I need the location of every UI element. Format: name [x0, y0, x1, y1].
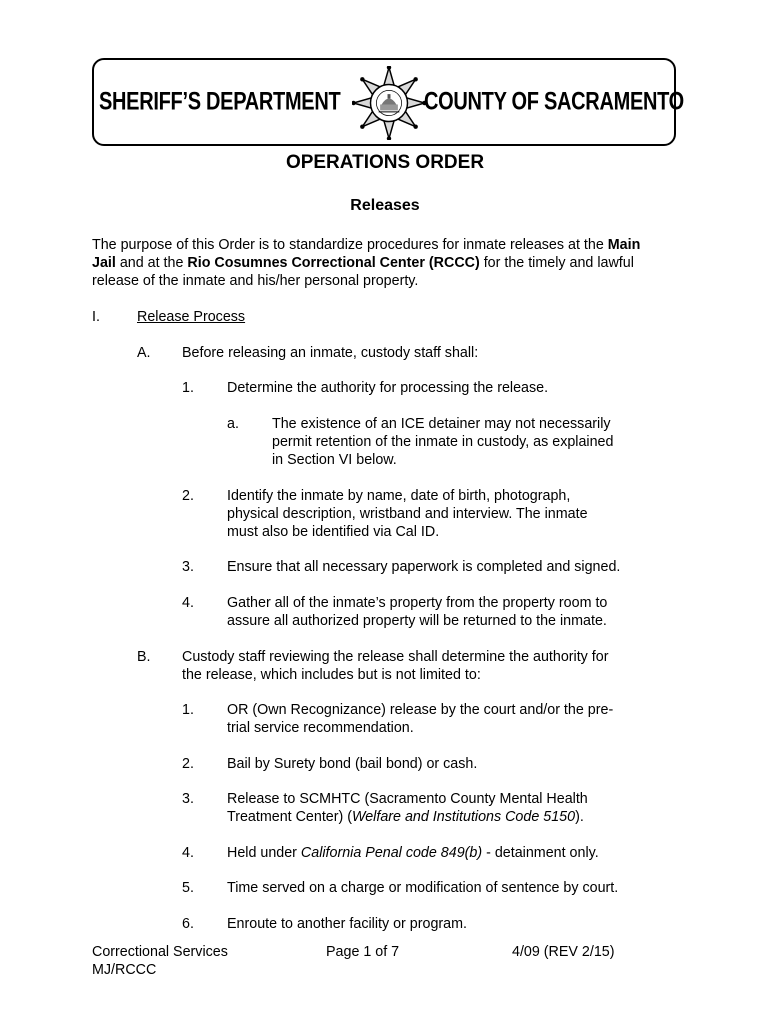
item-a-text: Before releasing an inmate, custody staff shall: [182, 345, 479, 361]
item-line: must also be identified via Cal ID. [227, 524, 440, 540]
item-italic-code: Welfare and Institutions Code 5150 [352, 809, 576, 825]
item-line: Gather all of the inmate’s property from the property room to [227, 595, 608, 611]
item-text: - detainment only. [482, 845, 599, 861]
item-text: ). [575, 809, 584, 825]
item-number: 3. [182, 559, 194, 575]
item-number: 4. [182, 845, 194, 861]
section-number: I. [92, 309, 100, 325]
item-number: 5. [182, 880, 194, 896]
purpose-line-1 [92, 236, 640, 254]
item-text: Determine the authority for processing the release. [227, 380, 549, 396]
item-text: Held under [227, 845, 301, 861]
item-italic-code: California Penal code 849(b) [300, 845, 483, 861]
item-number: 1. [182, 702, 194, 718]
footer-division: Correctional Services [92, 944, 228, 960]
item-number: 4. [182, 595, 194, 611]
item-line: Release to SCMHTC (Sacramento County Mental Health [227, 791, 588, 807]
item-line: Identify the inmate by name, date of birth, photograph, [227, 488, 571, 504]
page-title: OPERATIONS ORDER [285, 152, 485, 173]
item-number: 1. [182, 380, 194, 396]
letterhead-county: COUNTY OF SACRAMENTO [424, 88, 684, 116]
purpose-line-2 [92, 254, 634, 272]
letterhead [92, 58, 684, 146]
purpose-bold-main: Main [607, 237, 641, 253]
item-text: Enroute to another facility or program. [227, 916, 467, 932]
item-line: assure all authorized property will be returned to the inmate. [227, 613, 607, 629]
item-number: 3. [182, 791, 194, 807]
section-heading: Release Process [137, 309, 246, 325]
footer-revision-date: 4/09 (REV 2/15) [512, 944, 615, 960]
subitem-line: in Section VI below. [272, 452, 397, 468]
purpose-text: and at the [115, 255, 188, 271]
subitem-line: The existence of an ICE detainer may not necessarily [272, 416, 611, 432]
item-number: 2. [182, 488, 194, 504]
item-b-line: the release, which includes but is not limited to: [182, 667, 481, 683]
purpose-bold-jail: Jail [92, 255, 116, 271]
item-text: Ensure that all necessary paperwork is completed and signed. [227, 559, 621, 575]
item-b-line: Custody staff reviewing the release shall determine the authority for [182, 649, 609, 665]
purpose-text: The purpose of this Order is to standardize procedures for inmate releases at the [92, 237, 608, 253]
footer-page-number: Page 1 of 7 [326, 944, 400, 960]
item-number: 6. [182, 916, 194, 932]
item-line: trial service recommendation. [227, 720, 414, 736]
item-line: physical description, wristband and interview. The inmate [227, 506, 588, 522]
item-line [227, 808, 584, 826]
item-a-number: A. [137, 345, 151, 361]
letterhead-department: SHERIFF’S DEPARTMENT [99, 88, 341, 116]
subitem-line: permit retention of the inmate in custody, as explained [272, 434, 614, 450]
sheriff-star-badge-icon [352, 66, 426, 140]
subitem-letter: a. [227, 416, 239, 432]
purpose-text: for the timely and lawful [479, 255, 634, 271]
page-subtitle: Releases [350, 197, 420, 214]
purpose-line-3: release of the inmate and his/her personal property. [92, 273, 419, 289]
item-number: 2. [182, 756, 194, 772]
item-text: Bail by Surety bond (bail bond) or cash. [227, 756, 478, 772]
item-text: Treatment Center) ( [227, 809, 352, 825]
footer-facility: MJ/RCCC [92, 962, 157, 978]
item-b-number: B. [137, 649, 151, 665]
item-line: OR (Own Recognizance) release by the court and/or the pre- [227, 702, 614, 718]
item-text: Time served on a charge or modification of sentence by court. [227, 880, 619, 896]
item-line [227, 844, 599, 862]
purpose-bold-rccc: Rio Cosumnes Correctional Center (RCCC) [187, 255, 480, 271]
